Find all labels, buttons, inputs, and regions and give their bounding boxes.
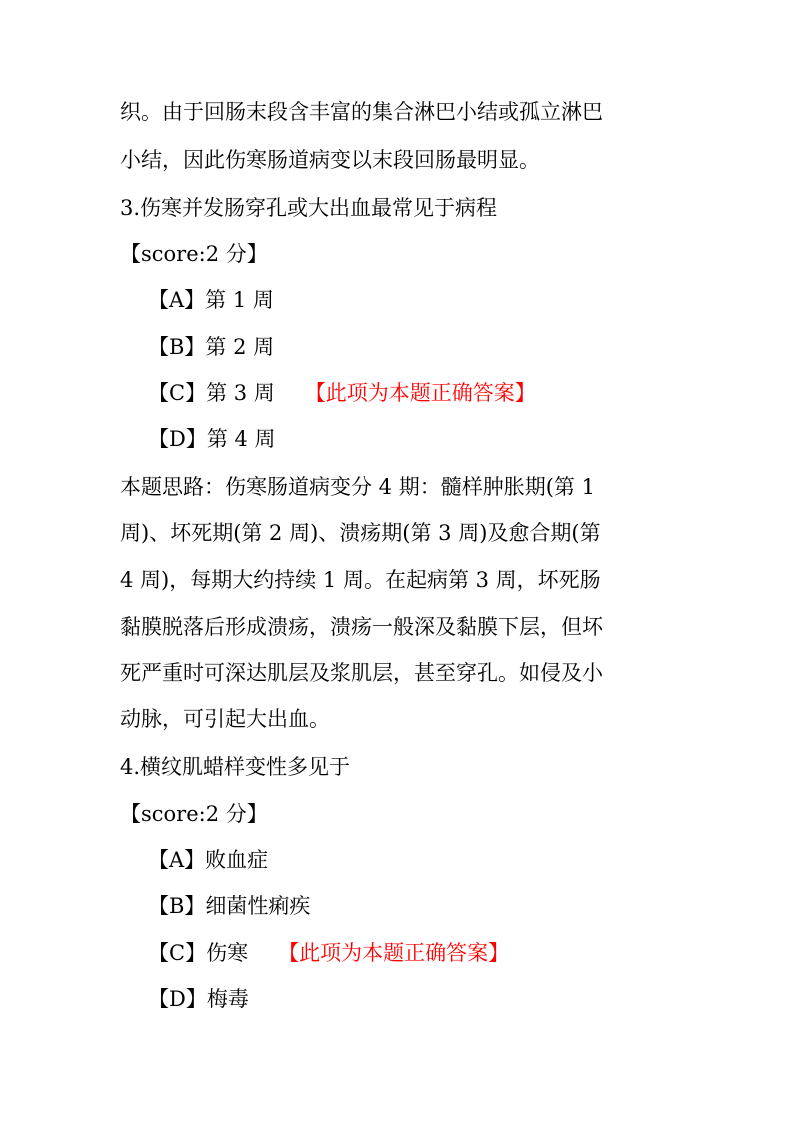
text-line: 织。由于回肠末段含丰富的集合淋巴小结或孤立淋巴 bbox=[120, 100, 603, 124]
option-label: 【C】第 3 周 bbox=[148, 381, 275, 405]
explanation-line: 黏膜脱落后形成溃疡，溃疡一般深及黏膜下层，但坏 bbox=[120, 615, 603, 639]
option-label: 【A】败血症 bbox=[148, 848, 269, 872]
explanation-line: 本题思路：伤寒肠道病变分 4 期：髓样肿胀期(第 1 bbox=[120, 475, 595, 499]
option-label: 【C】伤寒 bbox=[148, 941, 249, 965]
option-label: 【B】细菌性痢疾 bbox=[148, 894, 311, 918]
option-d bbox=[148, 425, 708, 453]
text-line: 小结，因此伤寒肠道病变以末段回肠最明显。 bbox=[120, 148, 540, 172]
option-d bbox=[148, 985, 708, 1013]
question-title: 3.伤寒并发肠穿孔或大出血最常见于病程 bbox=[120, 196, 498, 220]
option-c bbox=[148, 379, 708, 407]
option-b bbox=[148, 333, 708, 361]
explanation-line: 周)、坏死期(第 2 周)、溃疡期(第 3 周)及愈合期(第 bbox=[120, 521, 601, 545]
explanation-line: 4 周)，每期大约持续 1 周。在起病第 3 周，坏死肠 bbox=[120, 568, 601, 592]
option-a bbox=[148, 286, 708, 314]
correct-answer-note: 【此项为本题正确答案】 bbox=[278, 941, 510, 965]
option-label: 【D】梅毒 bbox=[148, 987, 249, 1011]
option-label: 【A】第 1 周 bbox=[148, 288, 274, 312]
option-c bbox=[148, 939, 708, 967]
option-b bbox=[148, 892, 708, 920]
question-score: 【score:2 分】 bbox=[120, 802, 268, 826]
question-title: 4.横纹肌蜡样变性多见于 bbox=[120, 755, 351, 779]
correct-answer-note: 【此项为本题正确答案】 bbox=[304, 381, 536, 405]
option-label: 【B】第 2 周 bbox=[148, 335, 275, 359]
question-score: 【score:2 分】 bbox=[120, 242, 268, 266]
explanation-line: 动脉，可引起大出血。 bbox=[120, 707, 330, 731]
explanation-line: 死严重时可深达肌层及浆肌层，甚至穿孔。如侵及小 bbox=[120, 661, 603, 685]
option-a bbox=[148, 846, 708, 874]
option-label: 【D】第 4 周 bbox=[148, 427, 276, 451]
